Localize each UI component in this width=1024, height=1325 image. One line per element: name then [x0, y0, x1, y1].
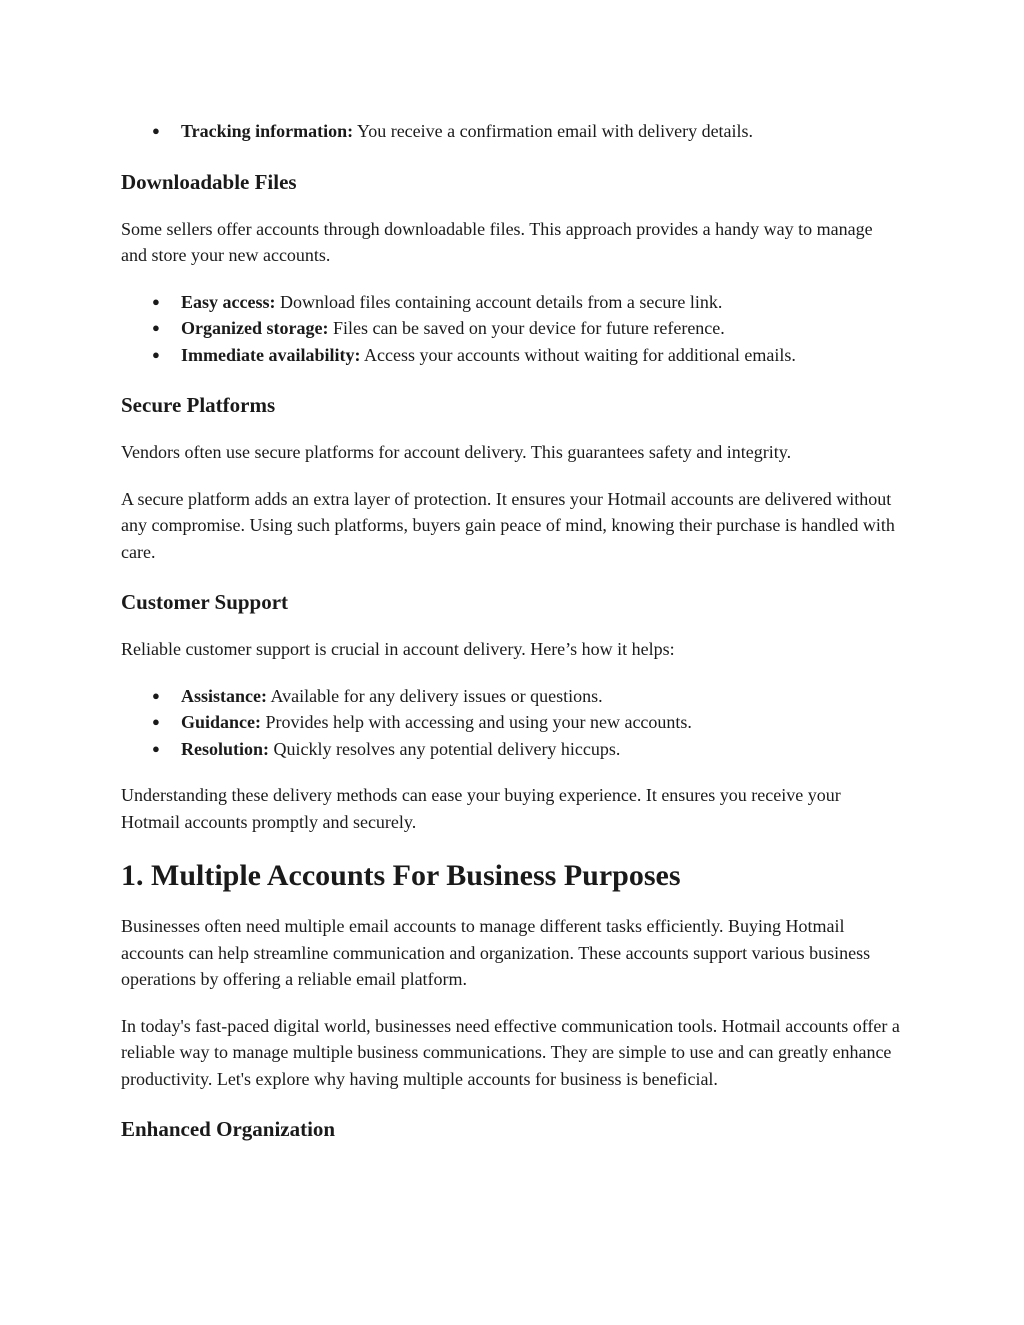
list-item — [121, 342, 901, 369]
bullet-icon: ● — [152, 714, 160, 729]
list-item-text: You receive a confirmation email with delivery details. — [353, 121, 754, 141]
list-item-term: Organized storage: — [181, 318, 329, 338]
list-item-term: Easy access: — [181, 291, 276, 312]
bullet-icon: ● — [152, 687, 160, 703]
list-item-text: Provides help with accessing and using your new accounts. — [261, 712, 692, 732]
list-item — [121, 683, 901, 710]
list-item — [121, 709, 901, 736]
list-item — [121, 289, 901, 316]
bullet-icon: ● — [152, 740, 160, 756]
list-item-text: Access your accounts without waiting for additional emails. — [360, 344, 796, 365]
tracking-list — [121, 118, 901, 145]
paragraph: A secure platform adds an extra layer of protection. It ensures your Hotmail accounts are delivered without any compromise. Using such platforms, buyers gain peace of mind, knowing their purchase is handled with care. — [121, 488, 895, 562]
paragraph: Vendors often use secure platforms for account delivery. This guarantees safety and integrity. — [121, 442, 792, 462]
heading-downloadable-files: Downloadable Files — [121, 169, 297, 194]
list-item — [121, 736, 901, 763]
bullet-icon: ● — [152, 293, 160, 309]
paragraph: Understanding these delivery methods can ease your buying experience. It ensures you receive your Hotmail accounts promptly and securely. — [121, 785, 841, 832]
heading-enhanced-organization: Enhanced Organization — [121, 1117, 336, 1141]
list-item — [121, 315, 901, 342]
list-item-text: Quickly resolves any potential delivery hiccups. — [269, 738, 621, 759]
paragraph: Businesses often need multiple email accounts to manage different tasks efficiently. Buying Hotmail accounts can help streamline communication and organization. These accounts support various business operations by offering a reliable email platform. — [121, 916, 871, 989]
support-list — [121, 683, 901, 763]
list-item — [121, 118, 901, 145]
bullet-icon: ● — [152, 346, 160, 362]
list-item-text: Files can be saved on your device for future reference. — [328, 318, 725, 338]
list-item-term: Resolution: — [181, 738, 270, 759]
downloadable-list — [121, 289, 901, 369]
paragraph: Some sellers offer accounts through downloadable files. This approach provides a handy way to manage and store your new accounts. — [121, 218, 873, 265]
list-item-term: Immediate availability: — [181, 344, 361, 365]
list-item-text: Available for any delivery issues or questions. — [267, 685, 603, 706]
document-page — [121, 118, 901, 1143]
heading-multiple-accounts: 1. Multiple Accounts For Business Purposes — [121, 859, 681, 892]
paragraph: In today's fast-paced digital world, businesses need effective communication tools. Hotmail accounts offer a reliable way to manage multiple business communications. They are simple to use and can greatly enhance productivity. Let's explore why having multiple accounts for business is beneficial. — [121, 1015, 900, 1089]
heading-secure-platforms: Secure Platforms — [121, 393, 276, 417]
heading-customer-support: Customer Support — [121, 590, 289, 614]
paragraph: Reliable customer support is crucial in account delivery. Here’s how it helps: — [121, 639, 675, 659]
bullet-icon: ● — [152, 320, 160, 335]
list-item-text: Download files containing account details from a secure link. — [275, 291, 723, 312]
list-item-term: Tracking information: — [181, 121, 354, 141]
bullet-icon: ● — [152, 123, 160, 138]
list-item-term: Guidance: — [181, 712, 262, 732]
list-item-term: Assistance: — [181, 685, 267, 706]
